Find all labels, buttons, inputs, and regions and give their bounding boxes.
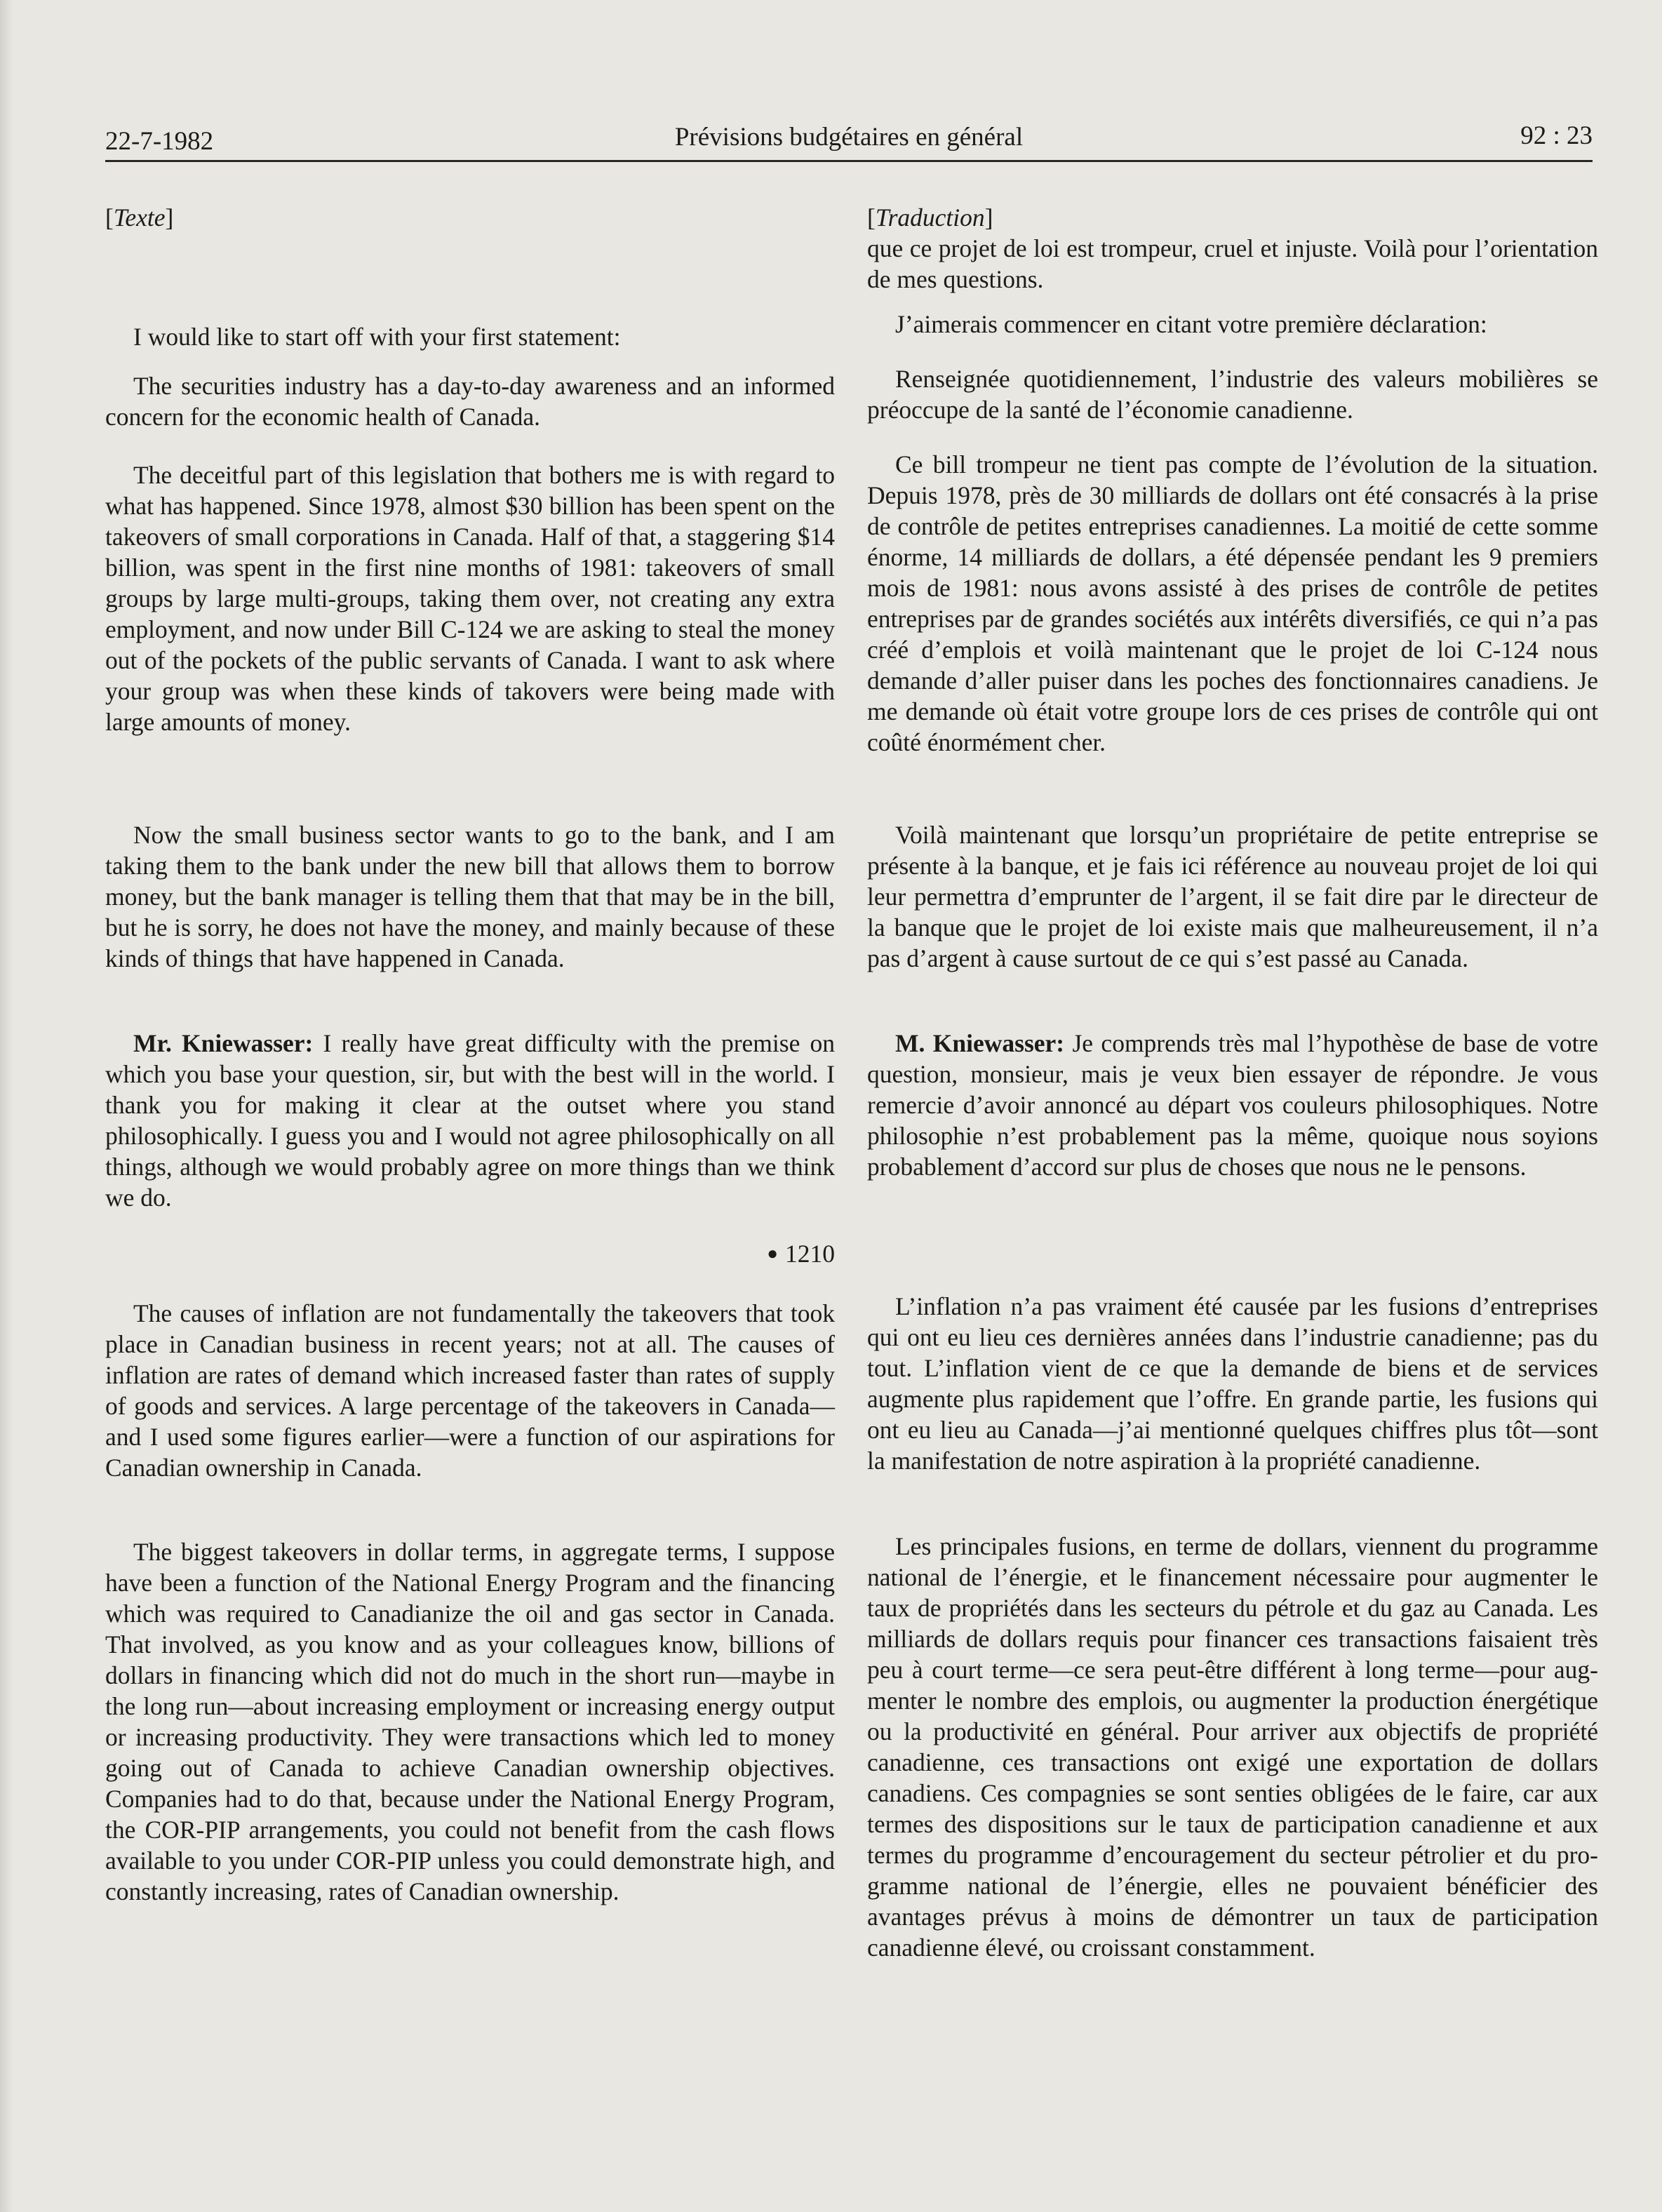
right-paragraph-6: L’inflation n’a pas vraiment été causée par les fusions d’entreprises qui ont eu lieu ces dernières années dans l’industrie canadienne; pas du tout. L’inflation vient de ce que la demande de biens et de services augmente plus rapidement que l’offre. En grande partie, les fusions qui ont eu lieu au Canada—j’ai mentionné quelques chiffres plus tôt—sont la manifestation de notre aspiration à la propriété canadienne. [867, 1292, 1598, 1475]
left-speaker-paragraph [105, 1028, 835, 1213]
page-edge-shadow [0, 0, 13, 2212]
section-tag-texte: [Texte] [105, 203, 174, 232]
right-speaker-name: M. Kniewasser: [895, 1029, 1065, 1057]
right-paragraph-3: Renseignée quotidiennement, l’industrie des valeurs mobilières se préoccupe de la santé de l’économie canadienne. [867, 365, 1598, 424]
time-marker: ● 1210 [767, 1240, 835, 1268]
left-paragraph-6: The biggest takeovers in dollar terms, in aggregate terms, I suppose have been a function of the National Energy Program and the financing which was required to Canadianize the oil and gas sector in Canada. That involved, as you know and as your colleagues know, billions of dollars in financing which did not do much in the short run—maybe in the long run—about increasing employment or increasing energy output or increasing productivity. They were transactions which led to money going out of Canada to achieve Canadian ownership objectives. Companies had to do that, because under the National Energy Program, the COR-PIP arrangements, you could not benefit from the cash flows available to you under COR-PIP unless you could demonstrate high, and constantly increasing, rates of Canadian ownership. [105, 1538, 835, 1905]
left-speaker-name: Mr. Kniewasser: [133, 1029, 314, 1057]
header-title: Prévisions budgétaires en général [674, 123, 1024, 152]
right-paragraph-2: J’aimerais commencer en citant votre première déclaration: [895, 310, 1487, 338]
right-paragraph-1: que ce projet de loi est trompeur, cruel et injuste. Voilà pour l’orientation de mes questions. [867, 234, 1598, 293]
header-rule [105, 160, 1593, 162]
right-speaker-paragraph [867, 1028, 1598, 1182]
left-paragraph-5: The causes of inflation are not fundamentally the takeovers that took place in Canadian business in recent years; not at all. The causes of inflation are rates of demand which increased faster than rates of supply of goods and services. A large percentage of the takeovers in Canada—and I used some figures earlier—were a function of our aspirations for Canadian ownership in Canada. [105, 1299, 835, 1482]
header-date: 22-7-1982 [105, 127, 214, 156]
left-speaker-text: I really have great difficulty with the premise on which you base your question, sir, but with the best will in the world. I thank you for making it clear at the outset where you stand philosophically. I guess you and I would not agree philosophically on all things, although we would probably agree on more things than we think we do. [105, 1029, 835, 1212]
page-header [105, 118, 1593, 160]
right-paragraph-5: Voilà maintenant que lorsqu’un propriétaire de petite entreprise se présente à la banque, et je fais ici référence au nouveau projet de loi qui leur permettra d’emprunter de l’argent, il se fait dire par le directeur de la banque que le projet de loi existe mais que malheureusement, il n’a pas d’argent à cause surtout de ce qui s’est passé au Canada. [867, 821, 1598, 972]
left-paragraph-1: I would like to start off with your first statement: [133, 323, 621, 351]
section-tag-traduction: [Traduction] [867, 203, 993, 232]
right-paragraph-4: Ce bill trompeur ne tient pas compte de l’évolution de la situation. Depuis 1978, près de 30 milliards de dollars ont été consacrés à la prise de contrôle de petites entreprises canadiennes. La moitié de cette somme énorme, 14 milliards de dollars, a été dépensée pendant les 9 premiers mois de 1981: nous avons assisté à des prises de contrôle de petites entreprises par de grandes sociétés aux intérêts diversifiés, ce qui n’a pas créé d’emplois et voilà maintenant que le projet de loi C-124 nous demande d’aller puiser dans les poches des fonctionnaires canadiens. Je me demande où était votre groupe lors de ces prises de contrôle qui ont coûté énormément cher. [867, 450, 1598, 756]
left-paragraph-3: The deceitful part of this legislation that bothers me is with regard to what has happened. Since 1978, almost $30 billion has been spent on the takeovers of small corporations in Canada. Half of that, a staggering $14 billion, was spent in the first nine months of 1981: takeovers of small groups by large multi-groups, taking them over, not creating any extra employment, and now under Bill C-124 we are asking to steal the money out of the pockets of the public servants of Canada. I want to ask where your group was when these kinds of takovers were being made with large amounts of money. [105, 461, 835, 736]
right-speaker-text: Je comprends très mal l’hypothèse de base de votre question, monsieur, mais je veux bien essayer de répondre. Je vous remercie d’avoir annoncé au départ vos couleurs philosophiques. Notre philosophie n’est probablement pas la même, quoique nous soyions probablement d’accord sur plus de choses que nous ne le pensons. [867, 1029, 1599, 1181]
left-paragraph-4: Now the small business sector wants to go to the bank, and I am taking them to the bank under the new bill that allows them to borrow money, but the bank manager is telling them that that may be in the bill, but he is sorry, he does not have the money, and mainly because of these kinds of things that have happened in Canada. [105, 821, 835, 972]
left-paragraph-2: The securities industry has a day-to-day awareness and an informed concern for the economic health of Canada. [105, 372, 835, 431]
right-paragraph-7: Les principales fusions, en terme de dollars, viennent du programme national de l’énergie, et le financement nécessaire pour augmenter le taux de propriétés dans les secteurs du pétrole et du gaz au Canada. Les milliards de dollars requis pour financer ces transactions faisaient très peu à court terme—ce sera peut-être différent à long terme—pour augmenter le nombre des emplois, ou augmenter la production énergétique ou la productivité en général. Pour arriver aux objectifs de propriété canadienne, ces transactions ont exigé une exportation de dollars canadiens. Ces compagnies se sont senties obligées de le faire, car aux termes des dispositions sur le taux de participation canadienne et aux termes du programme d’encouragement du secteur pétrolier et du programme national de l’énergie, elles ne pouvaient bénéficier des avantages prévus à moins de démontrer un taux de participation canadienne élevé, ou croissant constamment. [867, 1532, 1598, 1962]
header-page-number: 92 : 23 [1520, 121, 1593, 150]
